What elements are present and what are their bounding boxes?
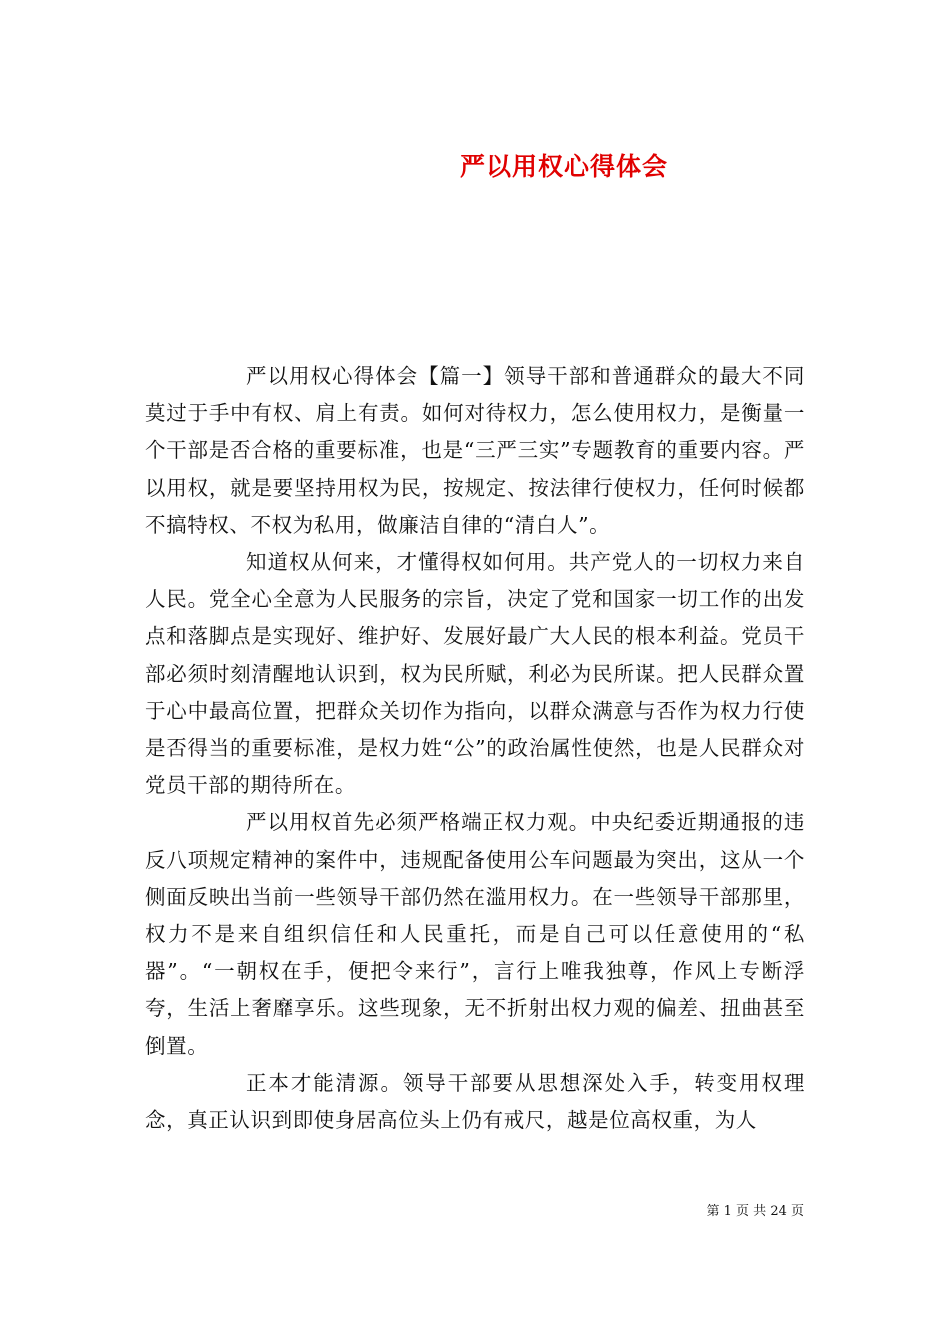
paragraph: 正本才能清源。领导干部要从思想深处入手，转变用权理念，真正认识到即使身居高位头上仍有戒尺，越是位高权重，为人 <box>145 1070 805 1133</box>
page-number-footer: 第 1 页 共 24 页 <box>706 1204 804 1219</box>
paragraph: 严以用权首先必须严格端正权力观。中央纪委近期通报的违反八项规定精神的案件中，违规配备使用公车问题最为突出，这从一个侧面反映出当前一些领导干部仍然在滥用权力。在一些领导干部那里，权力不是来自组织信任和人民重托，而是自己可以任意使用的“私器”。“一朝权在手，便把令来行”，言行上唯我独尊，作风上专断浮夸，生活上奢靡享乐。这些现象，无不折射出权力观的偏差、扭曲甚至倒置。 <box>145 810 805 1058</box>
paragraph: 知道权从何来，才懂得权如何用。共产党人的一切权力来自人民。党全心全意为人民服务的宗旨，决定了党和国家一切工作的出发点和落脚点是实现好、维护好、发展好最广大人民的根本利益。党员干部必须时刻清醒地认识到，权为民所赋，利必为民所谋。把人民群众置于心中最高位置，把群众关切作为指向，以群众满意与否作为权力行使是否得当的重要标准，是权力姓“公”的政治属性使然，也是人民群众对党员干部的期待所在。 <box>145 550 805 798</box>
document-title: 严以用权心得体会 <box>459 151 668 181</box>
document-body <box>145 358 805 1139</box>
paragraph: 严以用权心得体会【篇一】领导干部和普通群众的最大不同莫过于手中有权、肩上有责。如何对待权力，怎么使用权力，是衡量一个干部是否合格的重要标准，也是“三严三实”专题教育的重要内容。严以用权，就是要坚持用权为民，按规定、按法律行使权力，任何时候都不搞特权、不权为私用，做廉洁自律的“清白人”。 <box>145 364 805 537</box>
